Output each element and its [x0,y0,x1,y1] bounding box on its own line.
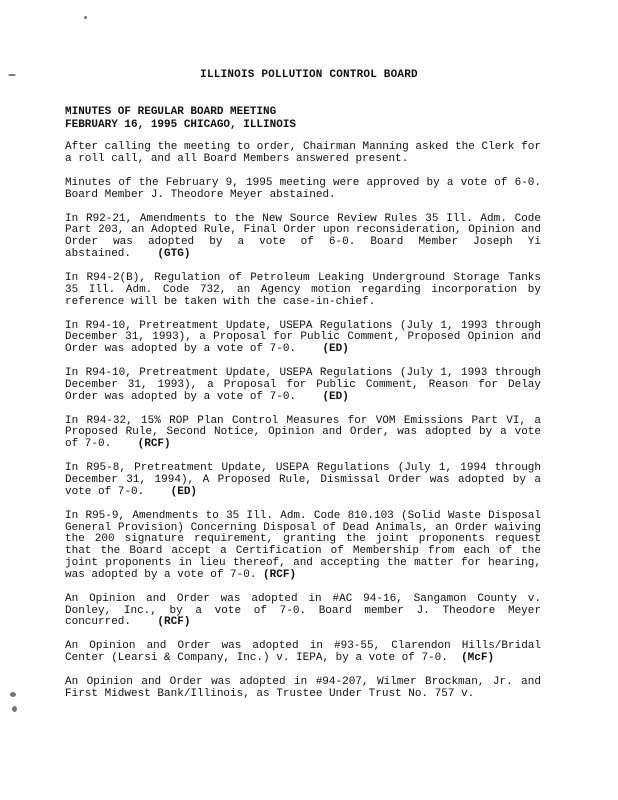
paragraph-text: After calling the meeting to order, Chairman Manning asked the Clerk for a roll call, and all Board Members answered present. [65,141,541,165]
staff-tag: (ED) [170,485,198,498]
minutes-paragraph [65,463,541,498]
minutes-paragraph [65,594,541,629]
minutes-paragraph [65,178,541,202]
paragraph-text: In R92-21, Amendments to the New Source Review Rules 35 Ill. Adm. Code Part 203, an Adopted Rule, Final Order upon reconsideration, Opinion and Order was adopted by a vote of 6-0. Board Member Joseph Yi abstained. [65,212,541,260]
paragraph-text: In R94-10, Pretreatment Update, USEPA Regulations (July 1, 1993 through December 31, 1993), a Proposal for Public Comment, Reason for Delay Order was adopted by a vote of 7-0. [65,367,541,403]
paragraph-text: In R94-10, Pretreatment Update, USEPA Regulations (July 1, 1993 through December 31, 1993), a Proposal for Public Comment, Proposed Opinion and Order was adopted by a vote of 7-0. [65,319,541,356]
minutes-paragraph [65,273,541,308]
minutes-paragraph [65,641,541,665]
paragraph-text: In R94-2(B), Regulation of Petroleum Leaking Underground Storage Tanks 35 Ill. Adm. Code 732, an Agency motion regarding incorporation by reference will be taken with the case-in-chief. [65,271,541,308]
staff-tag: (ED) [322,390,349,403]
minutes-body [65,142,541,713]
minutes-paragraph [65,142,541,166]
staff-tag: (GTG) [157,247,191,260]
meeting-title: MINUTES OF REGULAR BOARD MEETING [65,106,277,118]
paragraph-text: An Opinion and Order was adopted in #94-207, Wilmer Brockman, Jr. and First Midwest Bank/Illinois, as Trustee Under Trust No. 757 v. [65,676,541,700]
paragraph-text: In R95-9, Amendments to 35 Ill. Adm. Code 810.103 (Solid Waste Disposal General Provision) Concerning Disposal of Dead Animals, an Order waiving the 200 signature requirement, granting the joint proponents request that the Board accept a Certification of Membership from each of the joint proponents in lieu thereof, and accepting the matter for hearing, was adopted by a vote of 7-0. [65,509,541,581]
staff-tag: (RCF) [137,438,171,451]
meeting-heading [65,106,296,132]
paragraph-text: In R95-8, Pretreatment Update, USEPA Regulations (July 1, 1994 through December 31, 1994), A Proposed Rule, Dismissal Order was adopted by a vote of 7-0. [65,462,541,498]
staff-tag: (ED) [322,343,349,356]
minutes-paragraph [65,416,541,451]
paragraph-text: In R94-32, 15% ROP Plan Control Measures for VOM Emissions Part VI, a Proposed Rule, Second Notice, Opinion and Order, was adopted by a vote of 7-0. [65,414,541,451]
staff-tag: (RCF) [263,568,297,581]
paragraph-text: An Opinion and Order was adopted in #AC 94-16, Sangamon County v. Donley, Inc., by a vote of 7-0. Board member J. Theodore Meyer concurred. [65,592,541,629]
minutes-paragraph [65,368,541,403]
minutes-paragraph [65,321,541,356]
scan-speck [12,706,17,712]
minutes-paragraph [65,677,541,701]
staff-tag: (RCF) [157,616,191,629]
paragraph-text: An Opinion and Order was adopted in #93-55, Clarendon Hills/Bridal Center (Learsi & Company, Inc.) v. IEPA, by a vote of 7-0. [65,640,541,665]
minutes-paragraph [65,214,541,261]
scan-speck [84,16,87,19]
scan-speck [10,692,16,697]
paragraph-text: Minutes of the February 9, 1995 meeting were approved by a vote of 6-0. Board Member J. Theodore Meyer abstained. [65,176,541,201]
staff-tag: (McF) [461,652,495,665]
minutes-paragraph [65,511,541,582]
document-header: ILLINOIS POLLUTION CONTROL BOARD [200,69,418,81]
meeting-date: FEBRUARY 16, 1995 CHICAGO, ILLINOIS [65,119,297,131]
